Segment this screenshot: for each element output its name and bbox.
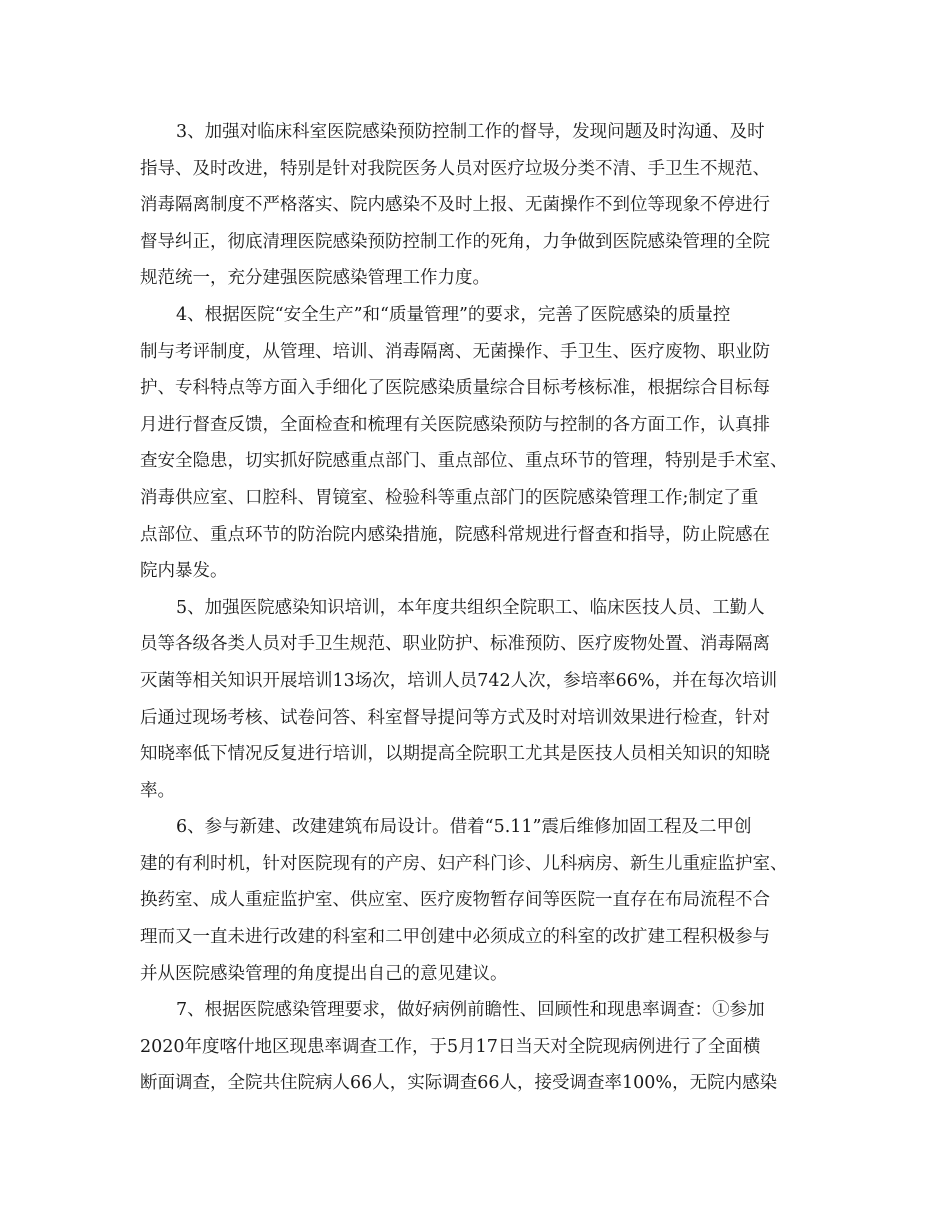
- text-line: 6、参与新建、改建建筑布局设计。借着“5.11”震后维修加固工程及二甲创: [176, 817, 752, 838]
- text-line: 4、根据医院“安全生产”和“质量管理”的要求，完善了医院感染的质量控: [176, 304, 731, 325]
- text-line: 月进行督查反馈，全面检查和梳理有关医院感染预防与控制的各方面工作，认真排: [140, 414, 770, 435]
- text-line: 规范统一，充分建强医院感染管理工作力度。: [140, 268, 490, 289]
- text-line: 并从医院感染管理的角度提出自己的意见建议。: [140, 963, 508, 984]
- text-line: 督导纠正，彻底清理医院感染预防控制工作的死角，力争做到医院感染管理的全院: [140, 231, 770, 252]
- text-line: 换药室、成人重症监护室、供应室、医疗废物暂存间等医院一直存在布局流程不合: [140, 890, 770, 911]
- paragraph-6: [140, 809, 820, 992]
- text-line: 查安全隐患，切实抓好院感重点部门、重点部位、重点环节的管理，特别是手术室、: [140, 451, 788, 472]
- text-line: 5、加强医院感染知识培训，本年度共组织全院职工、临床医技人员、工勤人: [176, 597, 765, 618]
- text-line: 消毒供应室、口腔科、胃镜室、检验科等重点部门的医院感染管理工作;制定了重: [140, 487, 759, 508]
- text-line: 断面调查，全院共住院病人66人，实际调查66人，接受调查率100%，无院内感染: [140, 1073, 778, 1094]
- text-line: 护、专科特点等方面入手细化了医院感染质量综合目标考核标准，根据综合目标每: [140, 378, 770, 399]
- text-line: 灭菌等相关知识开展培训13场次，培训人员742人次，参培率66%，并在每次培训: [140, 670, 778, 691]
- text-line: 理而又一直未进行改建的科室和二甲创建中必须成立的科室的改扩建工程积极参与: [140, 927, 770, 948]
- text-line: 2020年度喀什地区现患率调查工作，于5月17日当天对全院现病例进行了全面横: [140, 1036, 761, 1057]
- paragraph-4: [140, 297, 820, 590]
- text-line: 后通过现场考核、试卷问答、科室督导提问等方式及时对培训效果进行检查，针对: [140, 707, 770, 728]
- text-line: 消毒隔离制度不严格落实、院内感染不及时上报、无菌操作不到位等现象不停进行: [140, 195, 770, 216]
- text-line: 建的有利时机，针对医院现有的产房、妇产科门诊、儿科病房、新生儿重症监护室、: [140, 853, 788, 874]
- text-line: 员等各级各类人员对手卫生规范、职业防护、标准预防、医疗废物处置、消毒隔离: [140, 634, 770, 655]
- text-line: 指导、及时改进，特别是针对我院医务人员对医疗垃圾分类不清、手卫生不规范、: [140, 158, 770, 179]
- text-line: 院内暴发。: [140, 561, 228, 582]
- text-line: 制与考评制度，从管理、培训、消毒隔离、无菌操作、手卫生、医疗废物、职业防: [140, 341, 770, 362]
- text-line: 知晓率低下情况反复进行培训，以期提高全院职工尤其是医技人员相关知识的知晓: [140, 744, 770, 765]
- text-line: 7、根据医院感染管理要求，做好病例前瞻性、回顾性和现患率调查：①参加: [176, 1000, 765, 1021]
- text-line: 率。: [140, 780, 175, 801]
- document-body: [140, 114, 820, 1102]
- paragraph-3: [140, 114, 820, 297]
- paragraph-7: [140, 992, 820, 1102]
- text-line: 点部位、重点环节的防治院内感染措施，院感科常规进行督查和指导，防止院感在: [140, 524, 770, 545]
- paragraph-5: [140, 590, 820, 810]
- text-line: 3、加强对临床科室医院感染预防控制工作的督导，发现问题及时沟通、及时: [176, 122, 765, 142]
